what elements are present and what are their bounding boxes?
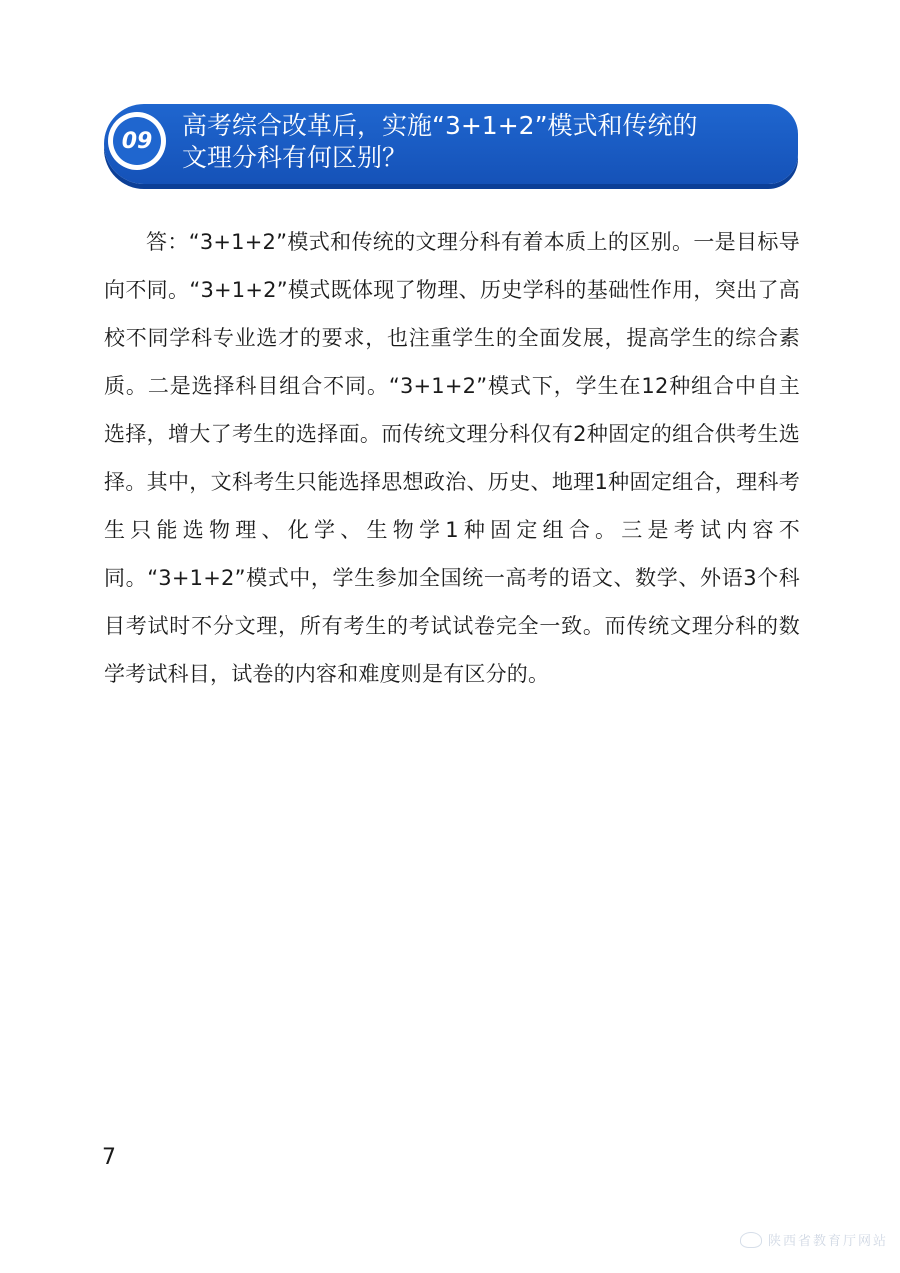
question-number-badge	[108, 112, 166, 170]
answer-paragraph: 答：“3+1+2”模式和传统的文理分科有着本质上的区别。一是目标导向不同。“3+1+2”模式既体现了物理、历史学科的基础性作用，突出了高校不同学科专业选才的要求，也注重学生的全面发展，提高学生的综合素质。二是选择科目组合不同。“3+1+2”模式下，学生在12种组合中自主选择，增大了考生的选择面。而传统文理分科仅有2种固定的组合供考生选择。其中，文科考生只能选择思想政治、历史、地理1种固定组合，理科考生只能选物理、化学、生物学1种固定组合。三是考试内容不同。“3+1+2”模式中，学生参加全国统一高考的语文、数学、外语3个科目考试时不分文理，所有考生的考试试卷完全一致。而传统文理分科的数学考试科目，试卷的内容和难度则是有区分的。	[104, 230, 800, 686]
question-number: 09	[113, 117, 161, 165]
page-number: 7	[102, 1145, 116, 1170]
watermark-text: 陕西省教育厅网站	[767, 1234, 888, 1249]
question-title-line2: 文理分科有何区别？	[182, 143, 408, 172]
watermark-logo-icon	[740, 1232, 762, 1248]
watermark	[740, 1230, 888, 1249]
question-title	[182, 110, 782, 174]
question-title-line1: 高考综合改革后，实施“3+1+2”模式和传统的	[182, 111, 698, 140]
